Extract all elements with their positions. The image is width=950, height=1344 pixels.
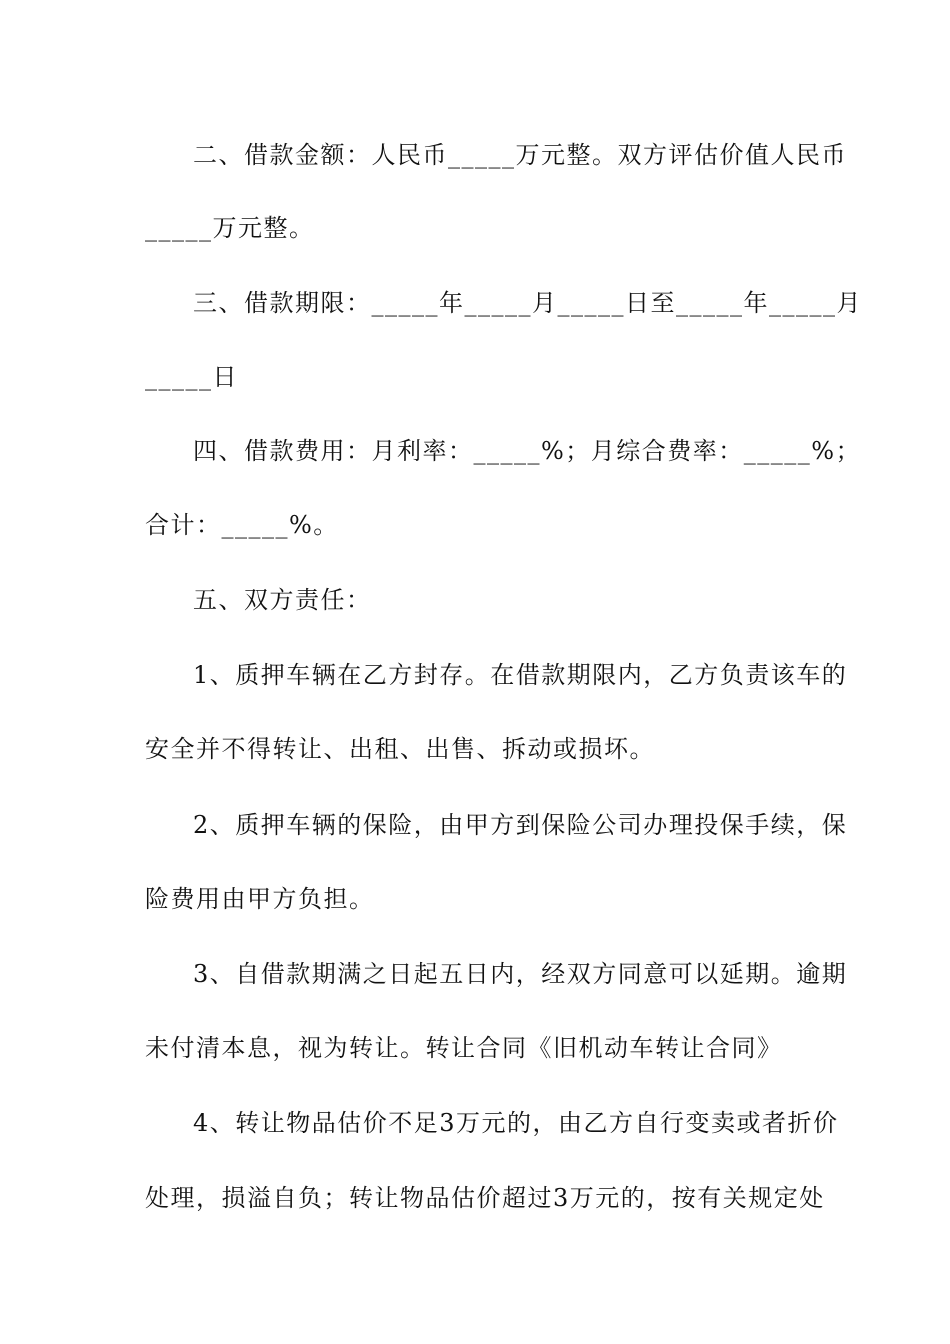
clause-2-line-2: _____万元整。 <box>145 214 315 242</box>
item-1-line-2: 安全并不得转让、出租、出售、拆动或损坏。 <box>145 735 655 763</box>
item-3-line-1: 3、自借款期满之日起五日内，经双方同意可以延期。逾期 <box>193 960 848 988</box>
item-1-line-1: 1、质押车辆在乙方封存。在借款期限内，乙方负责该车的 <box>193 661 848 689</box>
item-4-line-2: 处理，损溢自负；转让物品估价超过3万元的，按有关规定处 <box>145 1184 825 1212</box>
clause-4-line-1: 四、借款费用：月利率：_____%；月综合费率：_____%； <box>193 437 862 465</box>
clause-3-line-1: 三、借款期限：_____年_____月_____日至_____年_____月 <box>193 289 862 317</box>
clause-2-line-1: 二、借款金额：人民币_____万元整。双方评估价值人民币 <box>193 141 847 169</box>
item-4-line-1: 4、转让物品估价不足3万元的，由乙方自行变卖或者折价 <box>193 1109 839 1137</box>
clause-3-line-2: _____日 <box>145 363 238 391</box>
item-2-line-2: 险费用由甲方负担。 <box>145 885 375 913</box>
clause-5-heading: 五、双方责任： <box>193 586 372 614</box>
clause-4-line-2: 合计：_____%。 <box>145 511 339 539</box>
item-2-line-1: 2、质押车辆的保险，由甲方到保险公司办理投保手续，保 <box>193 811 848 839</box>
item-3-line-2: 未付清本息，视为转让。转让合同《旧机动车转让合同》 <box>145 1034 783 1062</box>
